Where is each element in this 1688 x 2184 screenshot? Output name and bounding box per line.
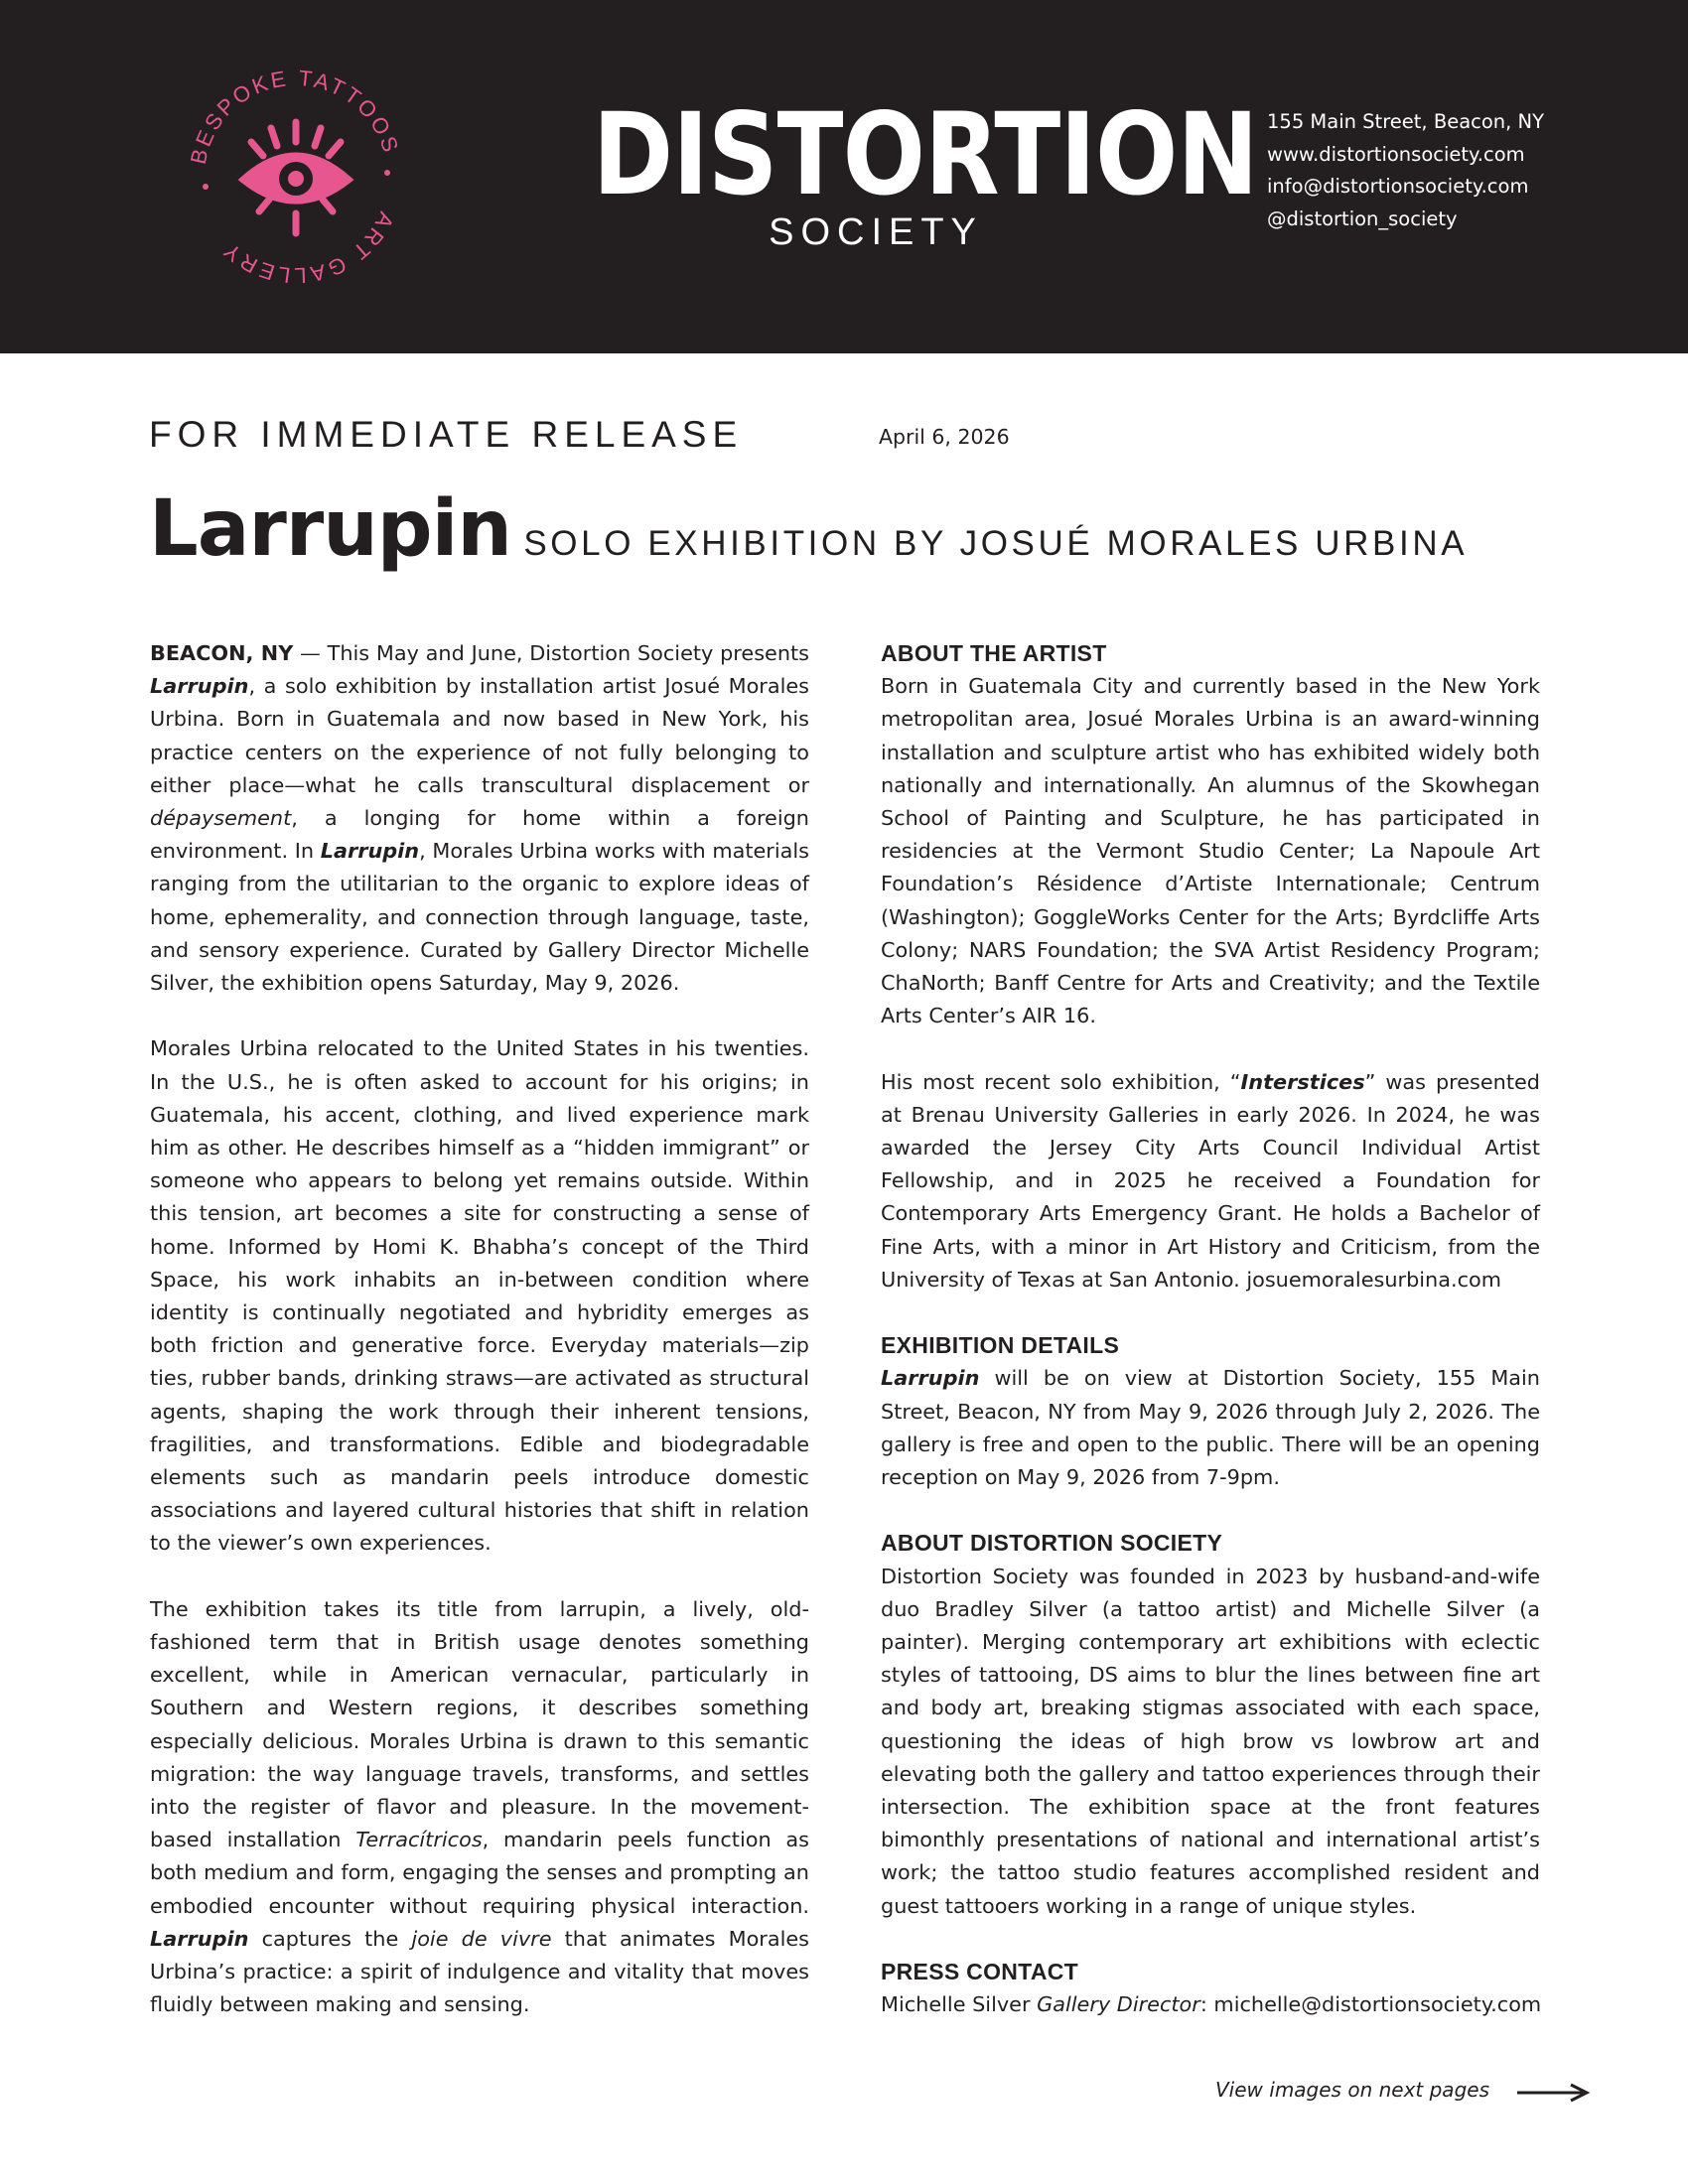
- svg-text:BESPOKE TATTOOS: BESPOKE TATTOOS: [185, 65, 405, 167]
- contact-social[interactable]: @distortion_society: [1267, 206, 1458, 230]
- svg-text:ART GALLERY: ART GALLERY: [216, 207, 399, 289]
- title-row: [149, 484, 1468, 574]
- press-contact-line: Michelle Silver Gallery Director: michelle@distortionsociety.com: [881, 1992, 1542, 2017]
- exhibition-details-heading: EXHIBITION DETAILS: [881, 1332, 1120, 1359]
- contact-email[interactable]: info@distortionsociety.com: [1267, 175, 1529, 198]
- arrow-right-icon: [1515, 2083, 1591, 2103]
- distortion-society-logo: [552, 88, 1258, 254]
- about-artist-heading: ABOUT THE ARTIST: [881, 640, 1107, 666]
- release-kicker: FOR IMMEDIATE RELEASE: [149, 414, 744, 455]
- header-banner: [0, 0, 1688, 353]
- brand-wordmark: DISTORTION: [592, 88, 1258, 220]
- intro-paragraph: BEACON, NY — This May and June, Distortion Society presents Larrupin, a solo exhibition by installation artist Josué Morales Urbina. Born in Guatemala and now based in New York, his practice centers on the experience of not fully belonging to either place—what he calls transcultural displacement or dépaysement, a longing for home within a foreign environment. In Larrupin, Morales Urbina works with materials ranging from the utilitarian to the organic to explore ideas of home, ephemerality, and connection through language, taste, and sensory experience. Curated by Gallery Director Michelle Silver, the exhibition opens Saturday, May 9, 2026.: [150, 641, 809, 996]
- exhibition-details-paragraph: Larrupin will be on view at Distortion Society, 155 Main Street, Beacon, NY from May 9, 2026 through July 2, 2026. The gallery is free and open to the public. There will be an opening reception on May 9, 2026 from 7-9pm.: [881, 1366, 1540, 1490]
- contact-website[interactable]: www.distortionsociety.com: [1267, 142, 1525, 166]
- contact-address: 155 Main Street, Beacon, NY: [1267, 110, 1545, 133]
- release-date: April 6, 2026: [879, 425, 1010, 449]
- recent-exhibition-paragraph: His most recent solo exhibition, “Interstices” was presented at Brenau University Galleries in early 2026. In 2024, he was awarded the Jersey City Arts Council Individual Artist Fellowship, and in 2025 he received a Foundation for Contemporary Arts Emergency Grant. He holds a Bachelor of Fine Arts, with a minor in Art History and Criticism, from the University of Texas at San Antonio. josuemoralesurbina.com: [881, 1069, 1541, 1292]
- right-column: [881, 637, 1540, 2021]
- background-paragraph: Morales Urbina relocated to the United States in his twenties. In the U.S., he is often asked to account for his origins; in Guatemala, his accent, clothing, and lived experience mark him as other. He describes himself as a “hidden immigrant” or someone who appears to belong yet remains outside. Within this tension, art becomes a site for constructing a sense of home. Informed by Homi K. Bhabha’s concept of the Third Space, his work inhabits an in-between condition where identity is continually negotiated and hybridity emerges as both friction and generative force. Everyday materials—zip ties, rubber bands, drinking straws—are activated as structural agents, shaping the work through their inherent tensions, fragilities, and transformations. Edible and biodegradable elements such as mandarin peels introduce domestic associations and layered cultural histories that shift in relation to the viewer’s own experiences.: [150, 1036, 809, 1556]
- about-artist-paragraph: Born in Guatemala City and currently based in the New York metropolitan area, Josué Morales Urbina is an award-winning installation and sculpture artist who has exhibited widely both nationally and internationally. An alumnus of the Skowhegan School of Painting and Sculpture, he has participated in residencies at the Vermont Studio Center; La Napoule Art Foundation’s Résidence d’Artiste Internationale; Centrum (Washington); GoggleWorks Center for the Arts; Byrdcliffe Arts Colony; NARS Foundation; the SVA Artist Residency Program; ChaNorth; Banff Centre for Arts and Creativity; and the Textile Arts Center’s AIR 16.: [881, 674, 1540, 1028]
- bespoke-tattoos-seal-logo: [182, 63, 410, 291]
- exhibition-title: Larrupin: [149, 484, 511, 574]
- brand-subword: SOCIETY: [769, 211, 983, 253]
- contact-block: [1267, 106, 1544, 235]
- title-paragraph: The exhibition takes its title from larrupin, a lively, old-fashioned term that in British usage denotes something excellent, while in American vernacular, particularly in Southern and Western regions, it describes something especially delicious. Morales Urbina is drawn to this semantic migration: the way language travels, transforms, and settles into the register of flavor and pleasure. In the movement-based installation Terracítricos, mandarin peels function as both medium and form, engaging the senses and prompting an embodied encounter without requiring physical interaction. Larrupin captures the joie de vivre that animates Morales Urbina’s practice: a spirit of indulgence and vitality that moves fluidly between making and sensing.: [150, 1596, 809, 2017]
- eye-icon: [243, 122, 349, 233]
- press-contact-heading: PRESS CONTACT: [881, 1959, 1078, 1985]
- about-society-paragraph: Distortion Society was founded in 2023 by husband-and-wife duo Bradley Silver (a tattoo artist) and Michelle Silver (a painter). Merging contemporary art exhibitions with eclectic styles of tattooing, DS aims to blur the lines between fine art and body art, breaking stigmas associated with each space, questioning the ideas of high brow vs lowbrow art and elevating both the gallery and tattoo experiences through their intersection. The exhibition space at the front features bimonthly presentations of national and international artist’s work; the tattoo studio features accomplished resident and guest tattooers working in a range of unique styles.: [881, 1564, 1540, 1918]
- left-column: [150, 637, 809, 2055]
- exhibition-subtitle: SOLO EXHIBITION BY JOSUÉ MORALES URBINA: [523, 524, 1469, 563]
- next-pages-note: View images on next pages: [1215, 2078, 1489, 2102]
- press-email[interactable]: : michelle@distortionsociety.com: [1199, 1992, 1542, 2017]
- about-society-heading: ABOUT DISTORTION SOCIETY: [881, 1530, 1223, 1557]
